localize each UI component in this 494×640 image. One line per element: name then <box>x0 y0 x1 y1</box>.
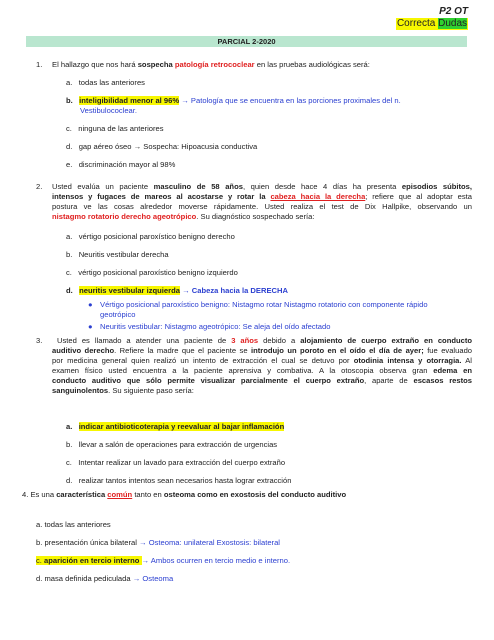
q4-option-b: b. presentación única bilateral → Osteoma: unilateral Exostosis: bilateral <box>36 538 280 547</box>
q2-option-c: c. vértigo posicional paroxístico benigno izquierdo <box>66 268 238 277</box>
q3-option-b: b. llevar a salón de operaciones para extracción de urgencias <box>66 440 278 449</box>
q4-option-d: d. masa definida pediculada → Osteoma <box>36 574 174 583</box>
q3-option-c: c. Intentar realizar un lavado para extracción del cuerpo extraño <box>66 458 286 467</box>
q2-option-d: d. neuritis vestibular izquierda → Cabeza hacia la DERECHA <box>66 286 288 295</box>
q2-option-a: a. vértigo posicional paroxístico benigno derecho <box>66 232 235 241</box>
q2-stem: Usted evalúa un paciente masculino de 58 años, quien desde hace 4 días ha presenta episodios súbitos, intensos y fugaces de mareos al acostarse y rotar la cabeza hacia la derecha; refiere que al adoptar esta postura ve las cosas alrededor moverse rápidamente. Usted realiza el test de Dix Hallpike, observando un nistagmo rotatorio derecho ageotrópico. Su diagnóstico sospechado sería: <box>52 182 473 221</box>
q4-option-a: a. todas las anteriores <box>36 520 111 529</box>
legend-box <box>396 18 468 30</box>
document-code: P2 OT <box>439 6 468 17</box>
q1-option-c: c. ninguna de las anteriores <box>66 124 164 133</box>
q3-stem: Usted es llamado a atender una paciente de 3 años debido a alojamiento de cuerpo extraño en conducto auditivo derecho. Refiere la madre que el paciente se introdujo un poroto en el oído el día de ayer; fue evaluado por medicina general quien realizó un intento de extracción el cual se detuvo por otodinia intensa y otorragia. Al examen físico usted encuentra a la paciente aprensiva y combativa. A la otoscopia observa gran edema en conducto auditivo que sólo permite visualizar parcialmente el cuerpo extraño, aparte de escasos restos sanguinolentos. Su siguiente paso sería: <box>52 336 473 395</box>
legend-dudas: Dudas <box>438 18 467 29</box>
q1-option-e: e. discriminación mayor al 98% <box>66 160 176 169</box>
q2-number: 2. <box>36 182 43 191</box>
q1-stem: El hallazgo que nos hará sospecha patología retrococlear en las pruebas audiológicas será: <box>52 60 370 69</box>
q1-number: 1. <box>36 60 43 69</box>
q2-option-b: b. Neuritis vestibular derecha <box>66 250 169 259</box>
legend-correcta: Correcta <box>396 18 436 29</box>
q2-bullet-1: Vértigo posicional paroxístico benigno: Nistagmo rotar Nistagmo rotatorio con componente rápido geotrópico <box>100 300 428 319</box>
q3-option-a: a. indicar antibioticoterapia y reevaluar al bajar inflamación <box>66 422 285 431</box>
q1-option-b: b. inteligibilidad menor al 96% → Patología que se encuentra en las porciones proximales del n. <box>66 96 401 105</box>
q4-stem: 4. Es una característica común tanto en osteoma como en exostosis del conducto auditivo <box>22 490 347 499</box>
exam-banner: PARCIAL 2-2020 <box>26 36 467 47</box>
q3-number: 3. <box>36 336 43 345</box>
q1-option-d: d. gap aéreo óseo → Sospecha: Hipoacusia conductiva <box>66 142 258 151</box>
q1-option-b-note: Vestibulococlear. <box>80 106 137 115</box>
q2-bullet-1-dot: ● <box>88 300 93 309</box>
q3-option-d: d. realizar tantos intentos sean necesarios hasta lograr extracción <box>66 476 292 485</box>
q4-option-c: c. aparición en tercio interno → Ambos ocurren en tercio medio e interno. <box>36 556 291 565</box>
q2-bullet-2: Neuritis vestibular: Nistagmo ageotrópico: Se aleja del oído afectado <box>100 322 331 331</box>
q2-bullet-2-dot: ● <box>88 322 93 331</box>
q1-option-a: a. todas las anteriores <box>66 78 145 87</box>
